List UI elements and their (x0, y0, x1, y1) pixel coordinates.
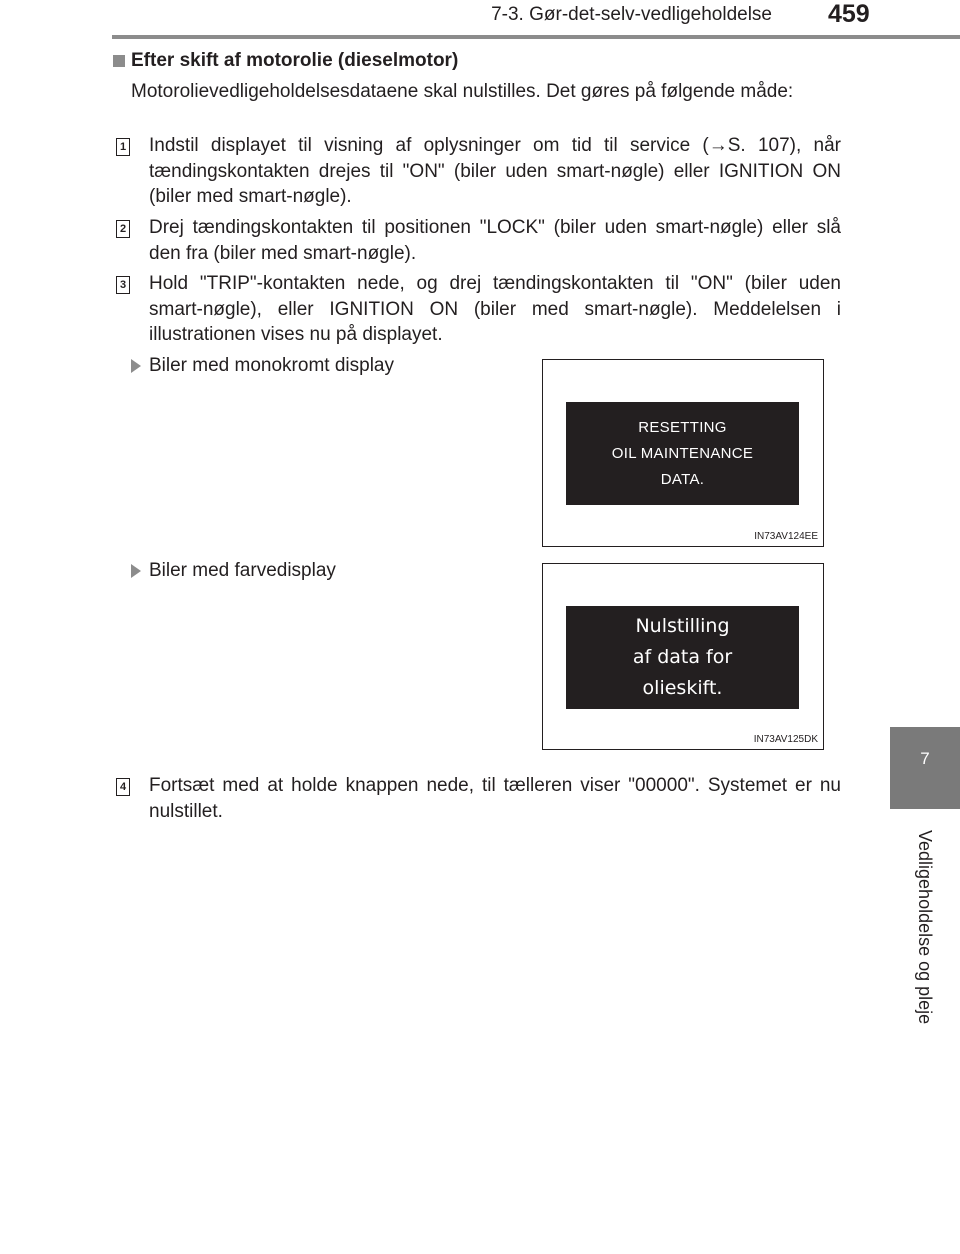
figure-code: IN73AV125DK (753, 734, 818, 745)
screen-line: af data for (632, 646, 733, 668)
step-2-text: Drej tændingskontakten til positionen "LOCK" (biler uden smart-nøgle) eller slå den fra (biler med smart-nøgle). (149, 217, 841, 264)
color-display-screen (566, 606, 799, 709)
screen-line: olieskift. (642, 677, 723, 699)
section-title: 7-3. Gør-det-selv-vedligeholdelse (491, 4, 772, 25)
figure-mono-display (542, 359, 824, 547)
bullet-label: Biler med farvedisplay (149, 560, 336, 581)
section-heading-text: Efter skift af motorolie (dieselmotor) (131, 50, 459, 71)
header-rule (112, 35, 960, 39)
step-1-text: Indstil displayet til visning af oplysninger om tid til service (→S. 107), når tændingskontakten drejes til "ON" (biler uden smart-nøgle) eller IGNITION ON (biler med smart-nøgle). (149, 135, 841, 208)
step-number-box: 1 (116, 138, 130, 156)
step-number-box: 4 (116, 778, 130, 796)
step-number-box: 3 (116, 276, 130, 294)
step-number-box: 2 (116, 220, 130, 238)
mono-display-screen (566, 402, 799, 505)
bullet-mono-display (131, 355, 394, 377)
screen-line: OIL MAINTENANCE (611, 444, 754, 462)
figure-color-display (542, 563, 824, 750)
triangle-bullet-icon (131, 564, 141, 578)
figure-code: IN73AV124EE (754, 531, 818, 542)
heading-square-icon (113, 55, 125, 67)
bullet-label: Biler med monokromt display (149, 355, 394, 376)
chapter-title: Vedligeholdelse og pleje (915, 829, 935, 1025)
step-3-text: Hold "TRIP"-kontakten nede, og drej tændingskontakten til "ON" (biler uden smart-nøgle), eller IGNITION ON (biler med smart-nøgle). Meddelelsen i illustrationen vises nu på displayet. (149, 273, 841, 346)
screen-line: RESETTING (638, 418, 727, 436)
screen-line: DATA. (660, 470, 705, 488)
chapter-number: 7 (920, 749, 930, 768)
step-4-text: Fortsæt med at holde knappen nede, til tælleren viser "00000". Systemet er nu nulstillet. (149, 775, 841, 822)
page-number: 459 (828, 0, 870, 28)
chapter-tab (890, 727, 960, 809)
section-heading (113, 50, 458, 72)
bullet-color-display (131, 560, 336, 582)
intro-paragraph: Motorolievedligeholdelsesdataene skal nulstilles. Det gøres på følgende måde: (131, 81, 794, 102)
triangle-bullet-icon (131, 359, 141, 373)
screen-line: Nulstilling (635, 615, 730, 637)
